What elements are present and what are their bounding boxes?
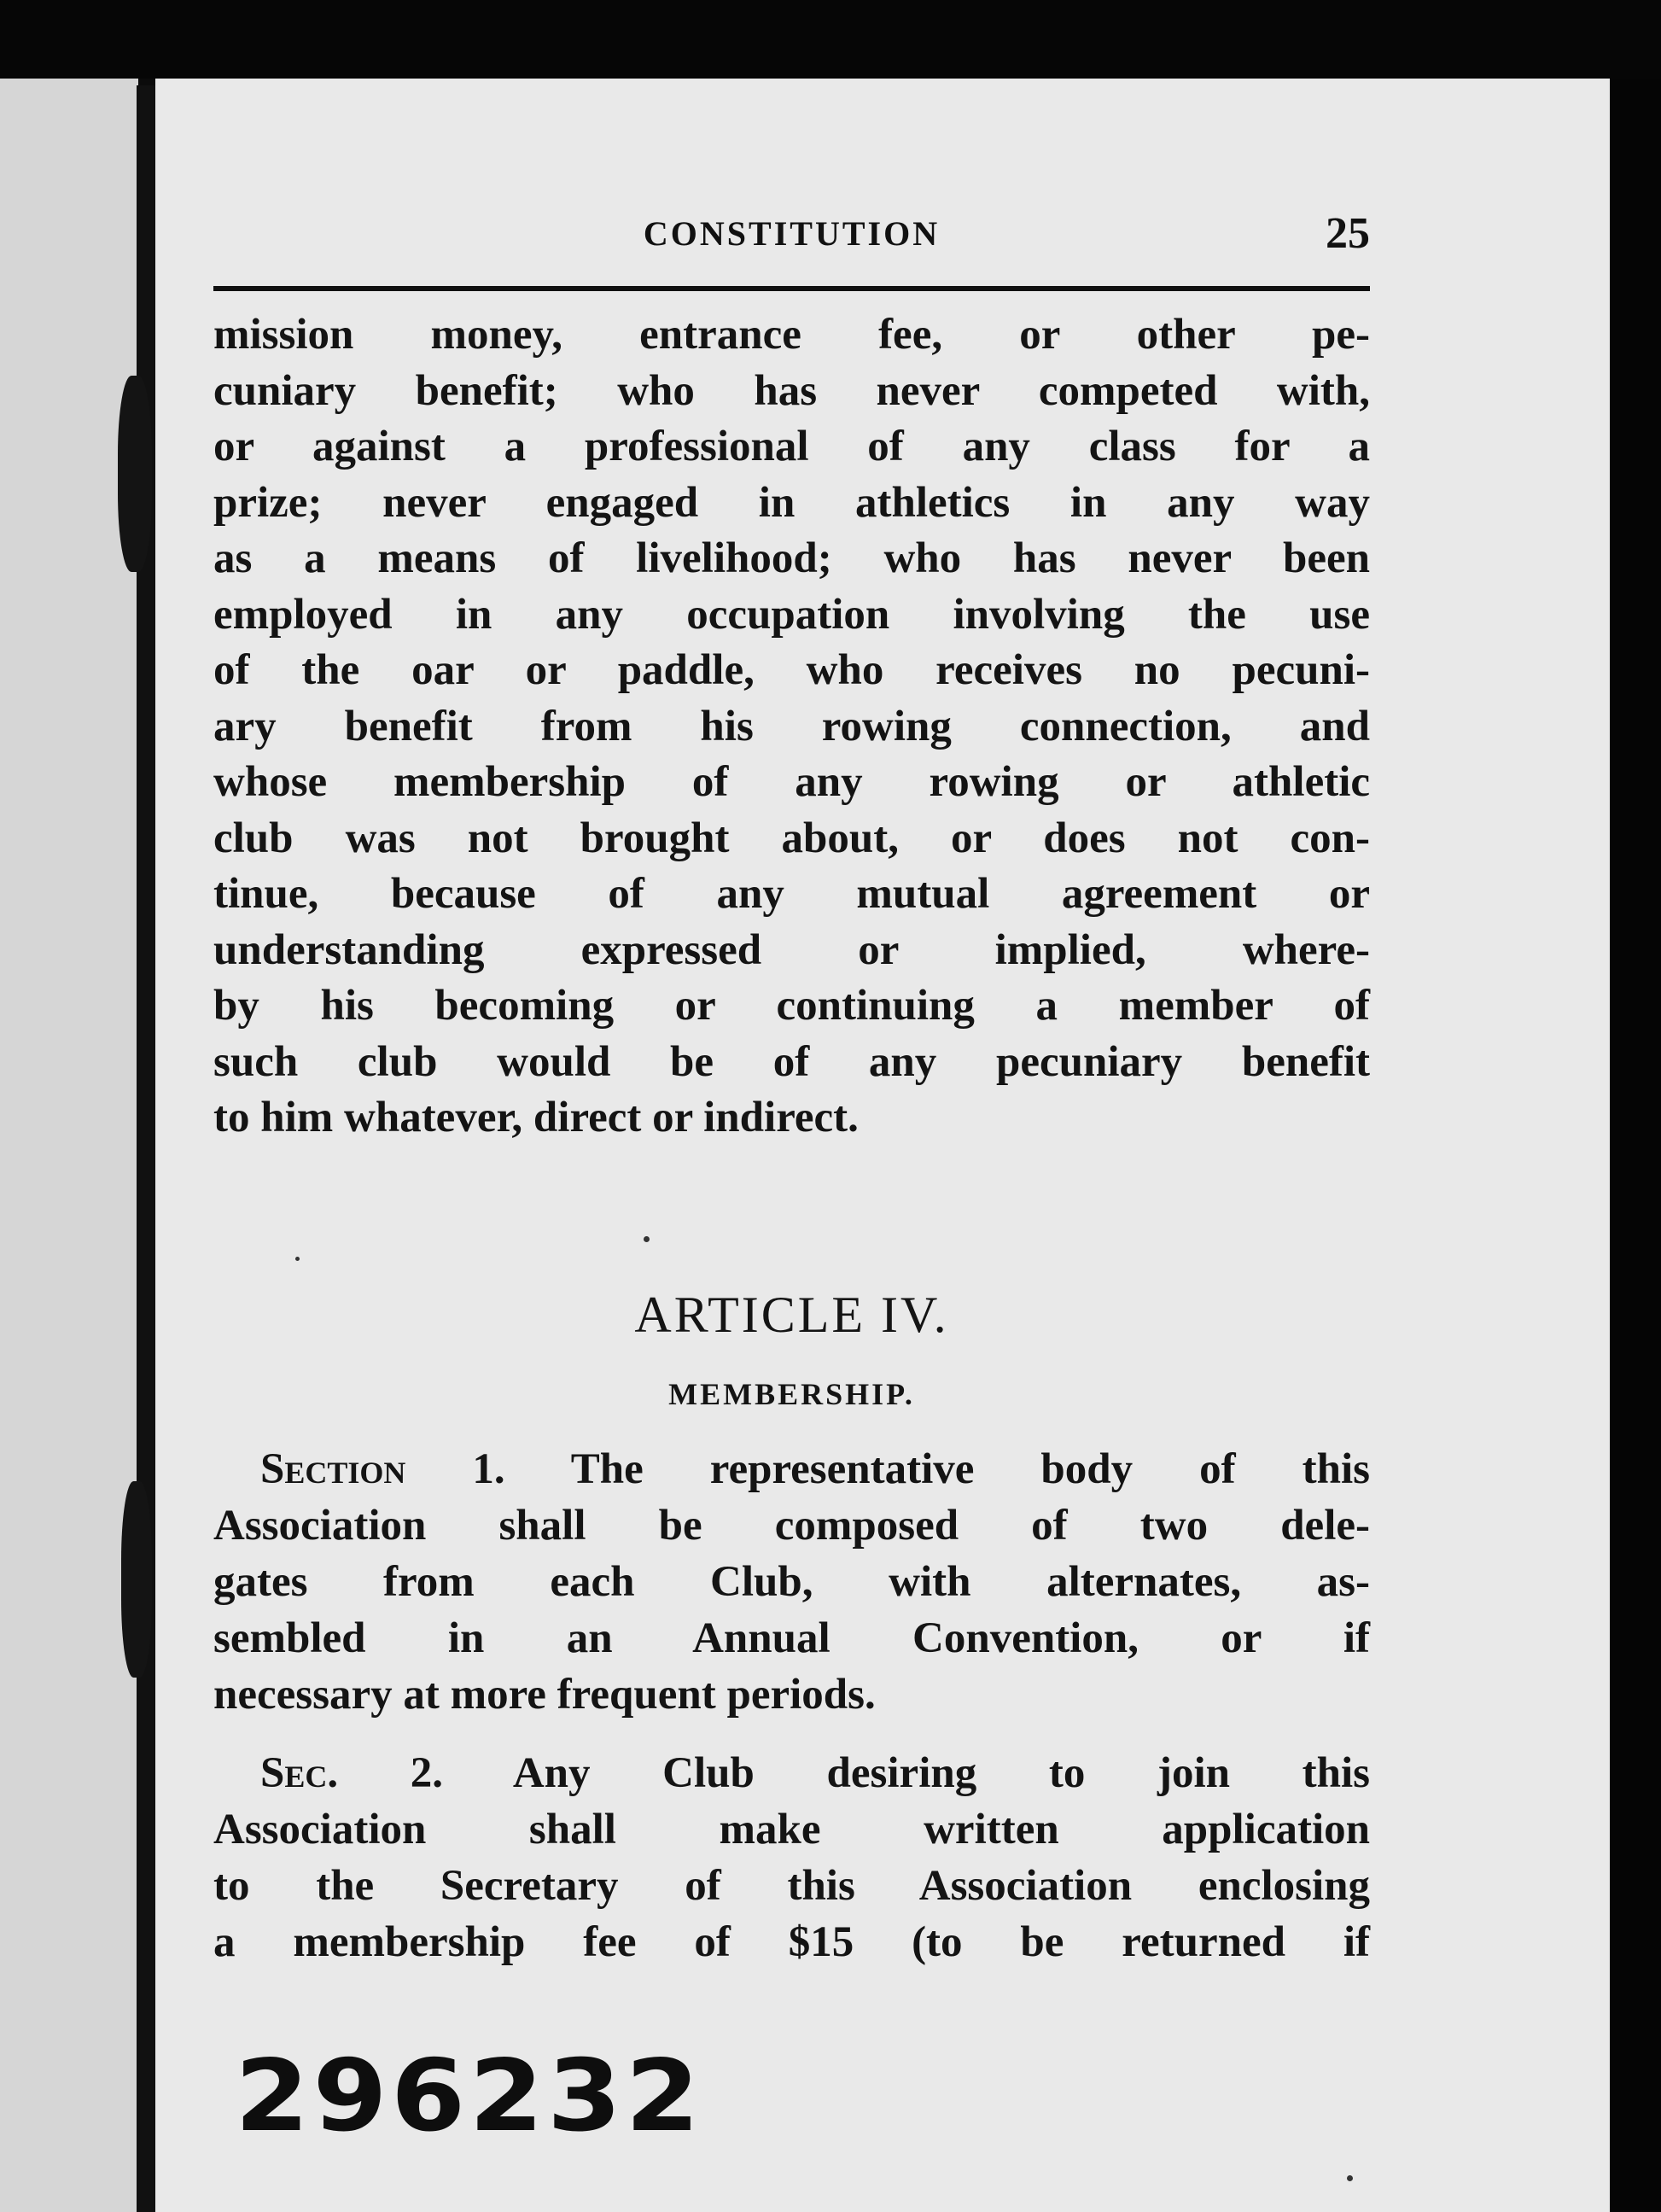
- text-line: of the oar or paddle, who receives no pecuni-: [213, 646, 1370, 694]
- text-line: club was not brought about, or does not con-: [213, 814, 1370, 862]
- text-line: employed in any occupation involving the use: [213, 590, 1370, 639]
- page-number: 25: [1326, 209, 1370, 258]
- text-line: a membership fee of $15 (to be returned if: [213, 1918, 1370, 1966]
- article-subheading: MEMBERSHIP.: [668, 1377, 915, 1411]
- binding-notch: [121, 1481, 152, 1678]
- text-line: necessary at more frequent periods.: [213, 1671, 876, 1719]
- text-line: such club would be of any pecuniary benefit: [213, 1037, 1370, 1086]
- print-speck: [295, 1257, 300, 1261]
- body-paragraph: [213, 307, 1370, 1147]
- text-line: Association shall be composed of two dele-: [213, 1502, 1370, 1550]
- section-label: Section 1.: [260, 1445, 505, 1493]
- text-line: prize; never engaged in athletics in any way: [213, 478, 1370, 527]
- scan-top-border: [0, 0, 1661, 79]
- section-text: The representative body of this: [570, 1445, 1370, 1493]
- text-line: Association shall make written application: [213, 1806, 1370, 1853]
- text-line: sembled in an Annual Convention, or if: [213, 1614, 1370, 1662]
- text-line: mission money, entrance fee, or other pe-: [213, 311, 1370, 359]
- section-2-paragraph: [213, 1745, 1370, 1970]
- print-speck: [1347, 2175, 1353, 2181]
- text-line: gates from each Club, with alternates, as-: [213, 1558, 1370, 1606]
- scan-right-border: [1610, 79, 1661, 2212]
- text-line: [213, 1441, 1370, 1497]
- article-heading: ARTICLE IV.: [634, 1287, 949, 1343]
- running-head-title: CONSTITUTION: [643, 214, 941, 253]
- text-line: by his becoming or continuing a member of: [213, 982, 1370, 1030]
- section-1-paragraph: [213, 1441, 1370, 1723]
- text-line: understanding expressed or implied, where-: [213, 925, 1370, 974]
- text-line: cuniary benefit; who has never competed with,: [213, 366, 1370, 415]
- header-rule: [213, 286, 1370, 291]
- print-speck: [644, 1236, 650, 1242]
- text-line: to the Secretary of this Association enclosing: [213, 1862, 1370, 1910]
- text-line: tinue, because of any mutual agreement or: [213, 870, 1370, 918]
- text-line: whose membership of any rowing or athletic: [213, 758, 1370, 806]
- stamped-serial-number: 296232: [235, 2039, 703, 2154]
- section-text: Any Club desiring to join this: [512, 1749, 1370, 1797]
- text-line: as a means of livelihood; who has never been: [213, 534, 1370, 582]
- facing-page-edge: [0, 79, 138, 2212]
- text-line: [213, 1745, 1370, 1801]
- section-label: Sec. 2.: [260, 1749, 444, 1797]
- text-line: to him whatever, direct or indirect.: [213, 1094, 859, 1141]
- binding-notch: [118, 376, 152, 572]
- text-line: ary benefit from his rowing connection, and: [213, 702, 1370, 750]
- text-line: or against a professional of any class for a: [213, 423, 1370, 470]
